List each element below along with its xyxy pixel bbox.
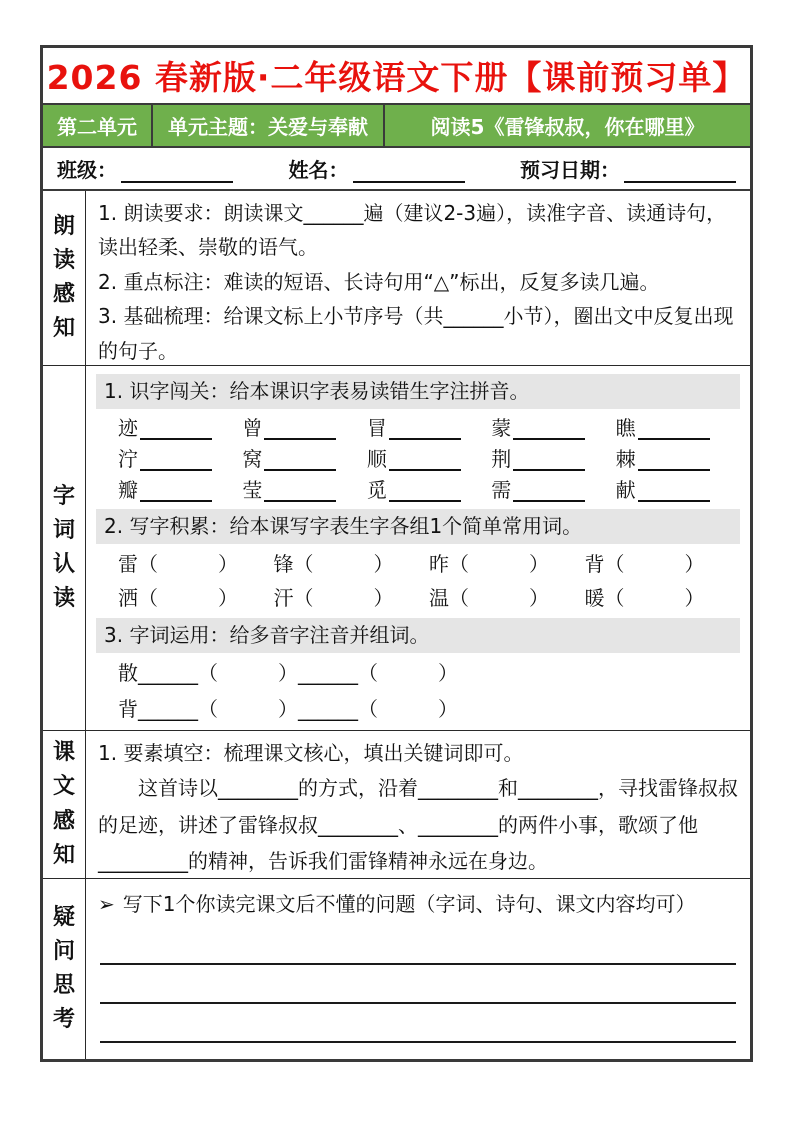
hanzi-char: 瓣	[118, 478, 138, 502]
hanzi-char: 窝	[242, 447, 263, 471]
pinyin-blank	[389, 479, 461, 502]
page-title: 2026 春新版·二年级语文下册【课前预习单】	[43, 48, 750, 105]
writing-line	[100, 1043, 736, 1059]
hanzi-char: 曾	[242, 416, 263, 440]
pinyin-blank	[389, 448, 461, 471]
section-label: 疑问思考	[52, 904, 75, 1033]
duoyin-line: 散______（ ）______（ ）	[118, 661, 458, 685]
unit-bar	[43, 105, 750, 148]
name-group	[289, 154, 465, 183]
hanzi-row	[118, 416, 740, 440]
section-yiwen-sikao	[43, 879, 750, 1059]
hanzi-cell	[242, 416, 366, 440]
question-prompt	[98, 888, 740, 920]
duoyin-line: 背______（ ）______（ ）	[118, 697, 458, 721]
date-label: 预习日期：	[520, 158, 620, 182]
word-cell: 锋（ ）	[273, 552, 394, 576]
pinyin-blank	[513, 479, 585, 502]
hanzi-char: 需	[491, 478, 512, 502]
section-label-column	[43, 191, 86, 365]
hanzi-char: 泞	[118, 447, 138, 471]
task-item: 1. 朗读要求：朗读课文______遍（建议2-3遍），读准字音、读通诗句，读出轻柔、崇敬的语气。	[98, 201, 727, 260]
hanzi-char: 荆	[491, 447, 512, 471]
task-subheader: 2. 写字积累：给本课写字表生字各组1个简单常用词。	[96, 509, 740, 544]
section-zici-rendu	[43, 366, 750, 731]
pinyin-blank	[264, 417, 336, 440]
hanzi-cell	[367, 447, 491, 471]
hanzi-row	[118, 447, 740, 471]
unit-cell: 第二单元	[43, 105, 153, 146]
class-blank	[121, 159, 233, 183]
pinyin-blank	[140, 479, 212, 502]
hanzi-cell	[118, 416, 242, 440]
unit-theme-cell: 单元主题：关爱与奉献	[153, 105, 385, 146]
task-subheader: 1. 识字闯关：给本课识字表易读错生字注拼音。	[96, 374, 740, 409]
hanzi-cell	[616, 416, 740, 440]
fill-in-paragraph: 这首诗以________的方式，沿着________和________，寻找雷锋叔叔的足迹，讲述了雷锋叔叔________、________的两件小事，歌颂了他_________的精神，告诉我们雷锋精神永远在身边。	[98, 776, 738, 874]
name-blank	[353, 159, 465, 183]
section-content	[86, 191, 750, 365]
hanzi-cell	[367, 416, 491, 440]
hanzi-char: 顺	[366, 447, 387, 471]
question-prompt-text: 写下1个你读完课文后不懂的问题（字词、诗句、课文内容均可）	[122, 892, 696, 916]
hanzi-char: 棘	[615, 447, 636, 471]
pinyin-blank	[389, 417, 461, 440]
section-langdu-ganzhi	[43, 191, 750, 366]
pinyin-blank	[638, 479, 710, 502]
hanzi-cell	[491, 447, 615, 471]
word-cell: 背（ ）	[584, 552, 705, 576]
hanzi-cell	[616, 447, 740, 471]
pinyin-blank	[638, 417, 710, 440]
lesson-title-cell: 阅读5《雷锋叔叔，你在哪里》	[430, 115, 705, 139]
worksheet	[40, 45, 753, 1062]
hanzi-char: 献	[615, 478, 636, 502]
hanzi-cell	[118, 447, 242, 471]
task-item: 2. 重点标注：难读的短语、长诗句用“△”标出，反复多读几遍。	[98, 269, 660, 294]
pinyin-blank	[264, 479, 336, 502]
word-row	[118, 550, 740, 578]
section-kewen-ganzhi	[43, 731, 750, 879]
word-cell: 汗（ ）	[273, 586, 394, 610]
writing-line	[100, 965, 736, 1004]
hanzi-cell	[367, 478, 491, 502]
word-cell: 暖（ ）	[584, 586, 705, 610]
arrow-bullet-icon: ➢	[98, 892, 115, 916]
section-label-column	[43, 366, 86, 730]
hanzi-cell	[491, 416, 615, 440]
hanzi-cell	[616, 478, 740, 502]
writing-area	[100, 926, 736, 1059]
task-item: 3. 基础梳理：给课文标上小节序号（共______小节），圈出文中反复出现的句子。	[98, 304, 734, 363]
hanzi-char: 觅	[366, 478, 387, 502]
section-label: 字词认读	[52, 483, 75, 612]
class-group	[57, 154, 233, 183]
section-content	[86, 731, 750, 878]
pinyin-blank	[638, 448, 710, 471]
hanzi-cell	[242, 447, 366, 471]
pinyin-blank	[264, 448, 336, 471]
pinyin-blank	[513, 417, 585, 440]
task-item: 1. 要素填空：梳理课文核心，填出关键词即可。	[98, 741, 524, 765]
section-content	[86, 366, 750, 730]
writing-line	[100, 1004, 736, 1043]
task-subheader: 3. 字词运用：给多音字注音并组词。	[96, 618, 740, 653]
class-label: 班级：	[57, 158, 117, 182]
hanzi-row	[118, 478, 740, 502]
date-blank	[624, 159, 736, 183]
writing-line	[100, 926, 736, 965]
info-row	[43, 148, 750, 191]
word-row	[118, 584, 740, 612]
pinyin-blank	[140, 417, 212, 440]
hanzi-char: 瞧	[615, 416, 636, 440]
section-label-column	[43, 879, 86, 1059]
section-label: 课文感知	[52, 740, 75, 868]
hanzi-char: 迹	[118, 416, 138, 440]
name-label: 姓名：	[288, 158, 349, 182]
word-cell: 温（ ）	[429, 586, 549, 610]
hanzi-cell	[491, 478, 615, 502]
hanzi-char: 蒙	[491, 416, 512, 440]
hanzi-char: 莹	[242, 478, 263, 502]
date-group	[520, 154, 736, 183]
pinyin-blank	[140, 448, 212, 471]
word-cell: 洒（ ）	[118, 586, 238, 610]
hanzi-cell	[242, 478, 366, 502]
section-label: 朗读感知	[52, 213, 75, 342]
hanzi-cell	[118, 478, 242, 502]
section-label-column	[43, 731, 86, 878]
pinyin-blank	[513, 448, 585, 471]
word-cell: 昨（ ）	[429, 552, 549, 576]
section-content	[86, 879, 750, 1059]
hanzi-char: 冒	[366, 416, 387, 440]
word-cell: 雷（ ）	[118, 552, 238, 576]
